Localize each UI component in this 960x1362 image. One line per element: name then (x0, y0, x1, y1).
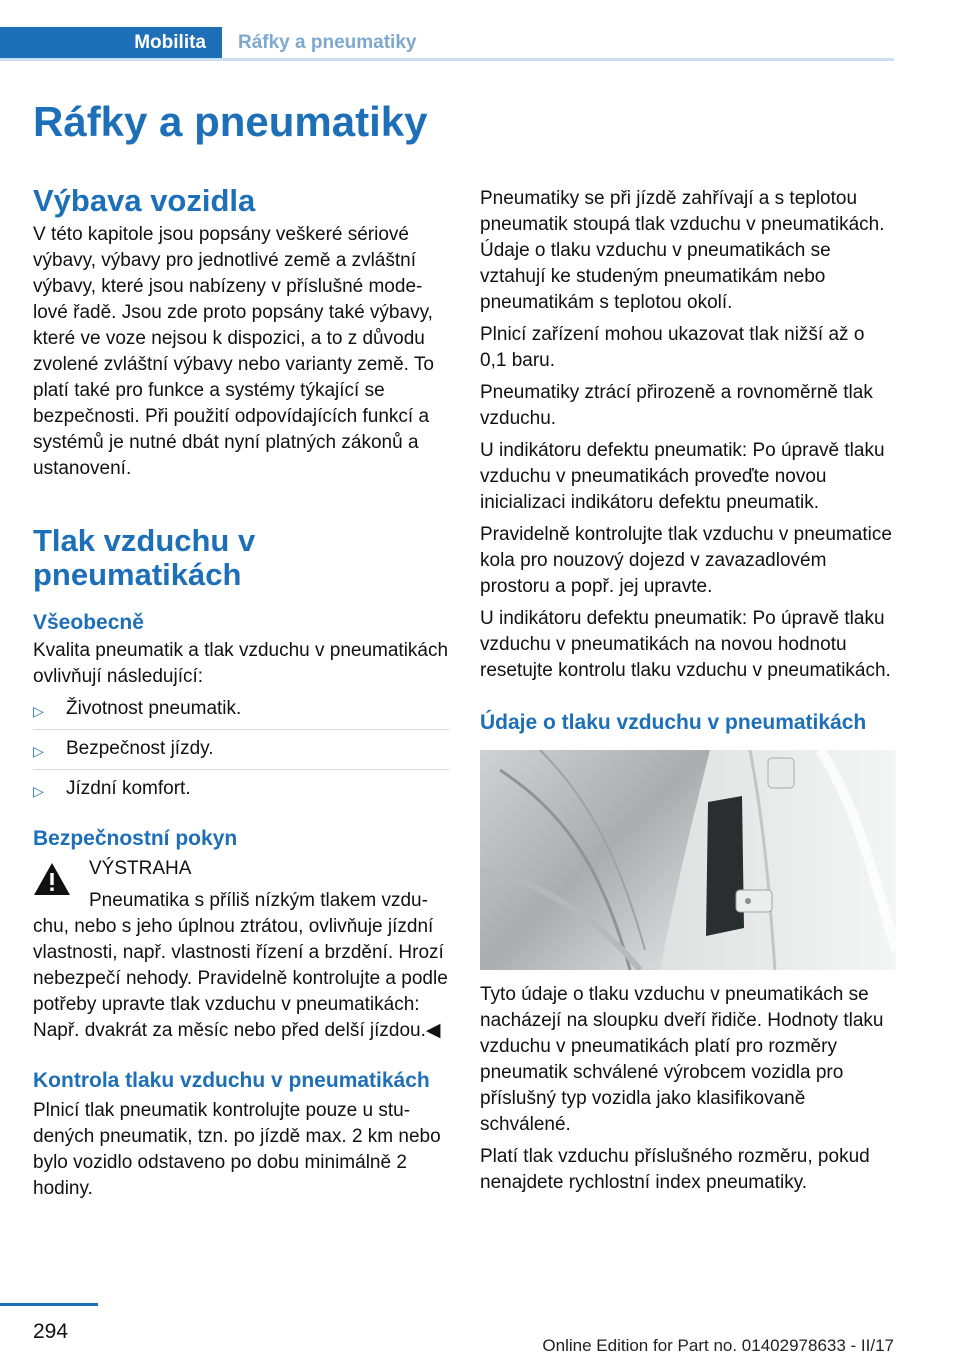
page-title: Ráfky a pneumatiky (33, 98, 428, 145)
triangle-bullet-icon: ▷ (33, 703, 44, 719)
paragraph-loss: Pneumatiky ztrácí přirozeně a rovnoměrně tlak vzduchu. (480, 382, 873, 429)
heading-pressure-check: Kontrola tlaku vzduchu v pneumatikách (33, 1069, 430, 1092)
page-number: 294 (33, 1320, 69, 1343)
section-tab-label: Mobilita (134, 32, 206, 53)
paragraph-location: Tyto údaje o tlaku vzduchu v pneumatikách se nacházejí na sloupku dveří řidiče. Hodnoty tlaku vzduchu v pneumatikách platí pro rozměry pneumatik schválené výrobcem vozidla pro příslušný typ vozidla jako klasifikovaně schválené. (480, 984, 884, 1135)
left-column (33, 184, 449, 1202)
tab-page-topic[interactable]: Ráfky a pneumatiky (238, 32, 417, 53)
paragraph-gauges: Plnicí zařízení mohou ukazovat tlak nižší až o 0,1 baru. (480, 324, 865, 371)
heading-general: Všeobecně (33, 611, 144, 634)
paragraph-indicator-init: U indikátoru defektu pneumatik: Po úpravě tlaku vzduchu v pneumatikách proveďte novou inicializaci indikátoru defektu pneumatik. (480, 440, 885, 513)
paragraph-speed-index: Platí tlak vzduchu příslušného rozměru, pokud nenajdete rychlostní index pneumatiky. (480, 1146, 870, 1193)
heading-equipment: Výbava vozidla (33, 183, 256, 218)
list-item-text: Bezpečnost jízdy. (66, 738, 214, 759)
triangle-bullet-icon: ▷ (33, 783, 44, 799)
factors-list (33, 696, 449, 802)
footer-rule (0, 1303, 98, 1306)
warning-label: VÝSTRAHA (89, 858, 192, 879)
list-divider (33, 729, 449, 730)
edition-note: Online Edition for Part no. 01402978633 - II/17 (542, 1336, 894, 1355)
paragraph-heating: Pneumatiky se při jízdě zahřívají a s teplotou pneumatik stoupá tlak vzduchu v pneumatikách. Údaje o tlaku vzduchu v pneumatikách se vztahují ke studeným pneumatikám nebo pneumatikám s teplotou okolí. (480, 188, 885, 313)
tab-section[interactable] (0, 27, 222, 61)
heading-tire-pressure: Tlak vzduchu v pneumatikách (33, 523, 256, 592)
header-rule (0, 58, 894, 61)
list-item-text: Jízdní komfort. (66, 778, 191, 799)
paragraph-equipment: V této kapitole jsou popsány veškeré sériové výbavy, výbavy pro jednotlivé země a zvláštní výbavy, které jsou nabízeny v příslušné modelové řadě. Jsou zde proto popsány také výbavy, které ve voze nejsou k dispozici, a to z důvodu zvolené zvláštní výbavy nebo varianty země. To platí také pro funkce a systémy týkající se bezpečnosti. Při použití odpovídajících funkcí a systémů je nutné dbát nyní platných zákonů a ustanovení. (33, 224, 434, 479)
paragraph-general: Kvalita pneumatik a tlak vzduchu v pneumatikách ovlivňují následující: (33, 640, 449, 687)
warning-triangle-icon (33, 862, 71, 896)
warning-block (33, 856, 449, 1044)
paragraph-pressure-check: Plnicí tlak pneumatik kontrolujte pouze u studených pneumatik, tzn. po jízdě max. 2 km nebo bylo vozidlo odstaveno po dobu minimálně 2 hodiny. (33, 1100, 441, 1199)
list-item (33, 696, 449, 722)
heading-safety-note: Bezpečnostní pokyn (33, 827, 238, 850)
paragraph-spare-wheel: Pravidelně kontrolujte tlak vzduchu v pneumatice kola pro nouzový dojezd v zavazadlovém prostoru a popř. jej upravte. (480, 524, 892, 597)
triangle-bullet-icon: ▷ (33, 743, 44, 759)
list-item (33, 736, 449, 762)
warning-text (33, 888, 449, 1044)
header-bar (0, 27, 894, 61)
door-pillar-photo (480, 750, 896, 970)
list-item-text: Životnost pneumatik. (66, 698, 242, 719)
list-item (33, 776, 449, 802)
list-divider (33, 769, 449, 770)
heading-pressure-data: Údaje o tlaku vzduchu v pneumatikách (480, 711, 867, 734)
paragraph-indicator-reset: U indikátoru defektu pneumatik: Po úpravě tlaku vzduchu v pneumatikách na novou hodnotu resetujte kontrolu tlaku vzduchu v pneumatikách. (480, 608, 891, 681)
right-column (480, 186, 896, 1196)
warning-text-content: Pneumatika s příliš nízkým tlakem vzduchu, nebo s jeho úplnou ztrátou, ovlivňuje jízdní vlastnosti, např. vlastnosti řízení a brzdění. Hrozí nebezpečí nehody. Pravidelně kontrolujte a podle potřeby upravte tlak vzduchu v pneumatikách: Např. dvakrát za měsíc nebo před delší jízdou.◀ (33, 890, 448, 1041)
